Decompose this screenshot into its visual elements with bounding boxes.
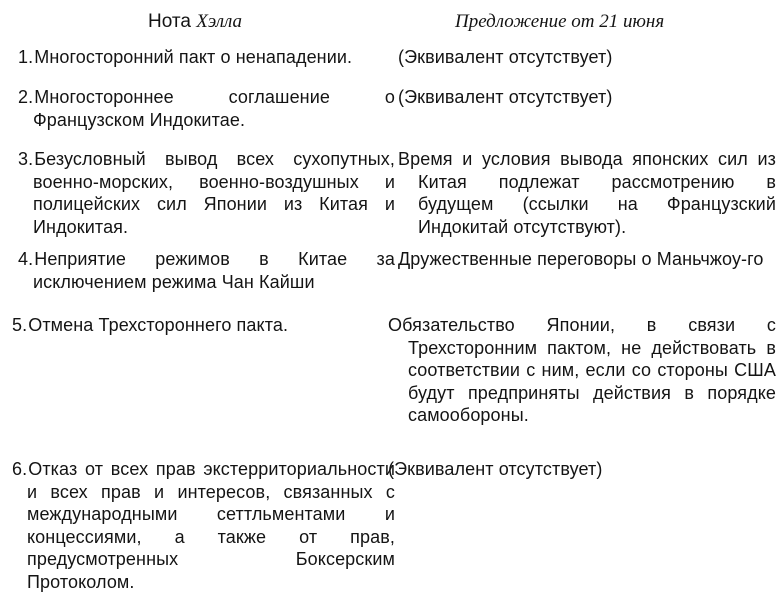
row-4-left-text: Неприятие режимов в Китае за исключением режима Чан Кайши [33, 249, 395, 292]
row-3-left [18, 148, 395, 238]
header-left-italic: Хэлла [196, 11, 243, 32]
row-4-number: 4. [18, 249, 34, 269]
row-6-left [12, 458, 395, 593]
row-6-right: (Эквивалент отсутствует) [388, 459, 603, 479]
row-5-left [12, 314, 380, 337]
row-1-left [18, 46, 395, 69]
row-4-right: Дружественные переговоры о Маньчжоу-го [398, 249, 764, 269]
row-5-left-text: Отмена Трехстороннего пакта. [28, 315, 289, 335]
row-4-left [18, 248, 395, 293]
header-left-plain: Нота [148, 11, 197, 32]
row-2-right: (Эквивалент отсутствует) [398, 87, 613, 107]
row-2-left [18, 86, 395, 131]
row-5-number: 5. [12, 315, 28, 335]
row-3-left-text: Безусловный вывод всех сухопутных, военно-морских, военно-воздушных и полицейских сил Японии из Китая и Индокитая. [33, 149, 395, 237]
row-2-number: 2. [18, 87, 34, 107]
row-2-left-text: Многостороннее соглашение о Французском Индокитае. [33, 87, 395, 130]
row-3-number: 3. [18, 149, 34, 169]
row-6-left-text: Отказ от всех прав экстерриториальности и всех прав и интересов, связанных с международными сеттльментами и концессиями, а также от прав, предусмотренных Боксерским Протоколом. [27, 459, 395, 592]
row-1-left-text: Многосторонний пакт о ненападении. [34, 47, 353, 67]
column-header-right: Предложение от 21 июня [455, 11, 665, 32]
row-3-right: Время и условия вывода японских сил из Китая подлежат рассмотрению в будущем (ссылки на Французский Индокитай отсутствуют). [398, 149, 776, 237]
row-5-right: Обязательство Японии, в связи с Трехсторонним пактом, не действовать в соответствии с ним, если со стороны США будут предприняты действия в порядке самообороны. [388, 315, 776, 425]
column-header-left [148, 10, 242, 34]
row-1-number: 1. [18, 47, 34, 67]
row-6-number: 6. [12, 459, 28, 479]
row-1-right: (Эквивалент отсутствует) [398, 47, 613, 67]
